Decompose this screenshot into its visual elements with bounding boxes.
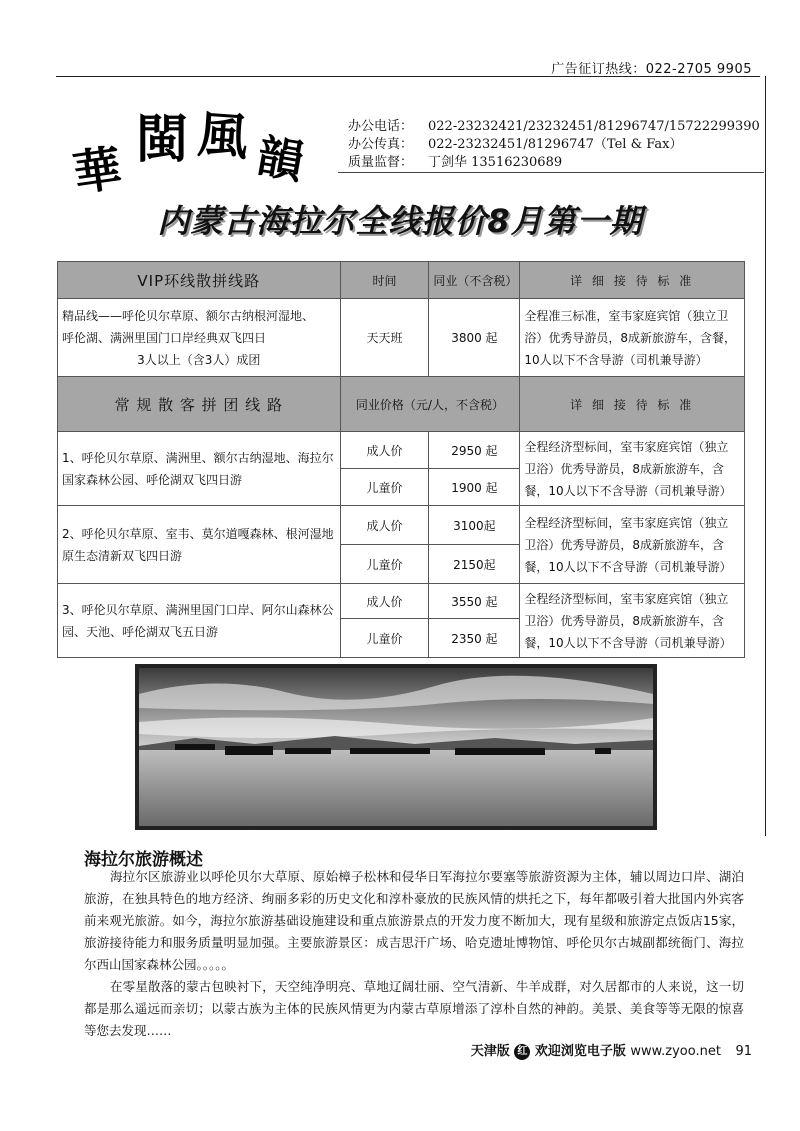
contact-label: 质量监督： xyxy=(348,155,414,170)
child-label: 儿童价 xyxy=(340,545,429,584)
contact-divider xyxy=(338,172,764,173)
adult-price: 3100起 xyxy=(429,506,520,545)
child-price: 1900 起 xyxy=(429,469,520,506)
table-row xyxy=(58,584,745,619)
page-number: 91 xyxy=(735,1044,752,1059)
overview-paragraph: 海拉尔区旅游业以呼伦贝尔大草原、原始樟子松林和侵华日军海拉尔要塞等旅游资源为主体，辅以周边口岸、湖泊旅游，在独具特色的地方经济、绚丽多彩的历史文化和淳朴豪放的民族风情的烘托之下，每年都吸引着大批国内外宾客前来观光旅游。如今，海拉尔旅游基础设施建设和重点旅游景点的开发力度不断加大，现有星级和旅游定点饭店15家，旅游接待能力和服务质量明显加强。主要旅游景区：成吉思汗广场、哈克遗址博物馆、呼伦贝尔古城副都统衙门、海拉尔西山国家森林公园。。。。。 xyxy=(84,869,744,972)
right-border xyxy=(765,76,766,836)
adult-label: 成人价 xyxy=(340,584,429,619)
standard-cell: 全程经济型标间，室韦家庭宾馆（独立卫浴）优秀导游员，8成新旅游车，含餐，10人以下不含导游（司机兼导游） xyxy=(520,432,745,506)
adult-label: 成人价 xyxy=(340,432,429,469)
standard-header: 详 细 接 待 标 准 xyxy=(520,262,745,299)
vip-route-header: VIP环线散拼线路 xyxy=(58,262,341,299)
vip-route-note: 3人以上（含3人）成团 xyxy=(137,352,261,367)
route-cell: 1、呼伦贝尔草原、满洲里、额尔古纳湿地、海拉尔国家森林公园、呼伦湖双飞四日游 xyxy=(58,432,341,506)
adult-price: 3550 起 xyxy=(429,584,520,619)
contact-value: 022-23232451/81296747（Tel & Fax） xyxy=(428,137,683,152)
header-divider xyxy=(56,76,760,77)
standard-cell: 全程经济型标间，室韦家庭宾馆（独立卫浴）优秀导游员，8成新旅游车，含餐，10人以下不含导游（司机兼导游） xyxy=(520,506,745,584)
contact-phone xyxy=(348,118,760,136)
vip-time: 天天班 xyxy=(340,299,429,377)
time-header: 时间 xyxy=(340,262,429,299)
vip-price: 3800 起 xyxy=(429,299,520,377)
edition-label: 天津版 xyxy=(470,1044,510,1059)
standard-cell: 全程经济型标间，室韦家庭宾馆（独立卫浴）优秀导游员，8成新旅游车，含餐，10人以下不含导游（司机兼导游） xyxy=(520,584,745,658)
vip-header-row xyxy=(58,262,745,299)
contact-block xyxy=(348,118,760,172)
regular-route-header: 常 规 散 客 拼 团 线 路 xyxy=(58,377,341,432)
overview-title: 海拉尔旅游概述 xyxy=(84,850,203,870)
regular-header-row xyxy=(58,377,745,432)
contact-label: 办公传真： xyxy=(348,137,414,152)
price-header: 同业（不含税） xyxy=(429,262,520,299)
site-url[interactable]: www.zyoo.net xyxy=(630,1044,721,1059)
route-cell: 2、呼伦贝尔草原、室韦、莫尔道嘎森林、根河湿地原生态清新双飞四日游 xyxy=(58,506,341,584)
contact-fax xyxy=(348,136,760,154)
child-price: 2350 起 xyxy=(429,619,520,658)
child-label: 儿童价 xyxy=(340,469,429,506)
page-footer xyxy=(471,1040,752,1060)
svg-text:閩: 閩 xyxy=(136,109,189,170)
contact-value: 丁剑华 13516230689 xyxy=(428,155,563,170)
adult-price: 2950 起 xyxy=(429,432,520,469)
page-title: 内蒙古海拉尔全线报价8月第一期 xyxy=(157,202,643,240)
ad-hotline: 广告征订热线：022-2705 9905 xyxy=(551,62,752,77)
svg-text:韻: 韻 xyxy=(252,128,308,190)
price-table xyxy=(57,261,745,658)
table-row xyxy=(58,432,745,469)
adult-label: 成人价 xyxy=(340,506,429,545)
regular-price-header: 同业价格（元/人，不含税） xyxy=(340,377,520,432)
svg-text:風: 風 xyxy=(195,104,250,167)
vip-row xyxy=(58,299,745,377)
vip-route-line: 呼伦湖、满洲里国门口岸经典双飞四日 xyxy=(62,330,267,345)
vip-route-line: 精品线——呼伦贝尔草原、额尔古纳根河湿地、 xyxy=(62,308,315,323)
brand-logo xyxy=(70,95,330,205)
route-cell: 3、呼伦贝尔草原、满洲里国门口岸、阿尔山森林公园、天池、呼伦湖双飞五日游 xyxy=(58,584,341,658)
svg-text:華: 華 xyxy=(70,140,126,203)
regular-standard-header: 详 细 接 待 标 准 xyxy=(520,377,745,432)
red-badge-icon: 红 xyxy=(514,1044,530,1060)
contact-label: 办公电话： xyxy=(348,119,414,134)
overview-paragraph: 在零星散落的蒙古包映衬下，天空纯净明亮、草地辽阔壮丽、空气清新、牛羊成群，对久居都市的人来说，这一切都是那么遥远而亲切；以蒙古族为主体的民族风情更为内蒙古草原增添了淳朴自然的神韵。美景、美食等等无限的惊喜等您去发现…… xyxy=(84,979,744,1038)
vip-standard: 全程准三标准，室韦家庭宾馆（独立卫浴）优秀导游员，8成新旅游车，含餐，10人以下不含导游（司机兼导游） xyxy=(520,299,745,377)
welcome-text: 欢迎浏览电子版 xyxy=(534,1044,626,1059)
grassland-photo xyxy=(135,664,657,830)
vip-route-cell xyxy=(58,299,341,377)
contact-supervision xyxy=(348,154,760,172)
contact-value: 022-23232421/23232451/81296747/15722299390 xyxy=(428,119,760,134)
table-row xyxy=(58,506,745,545)
child-price: 2150起 xyxy=(429,545,520,584)
child-label: 儿童价 xyxy=(340,619,429,658)
